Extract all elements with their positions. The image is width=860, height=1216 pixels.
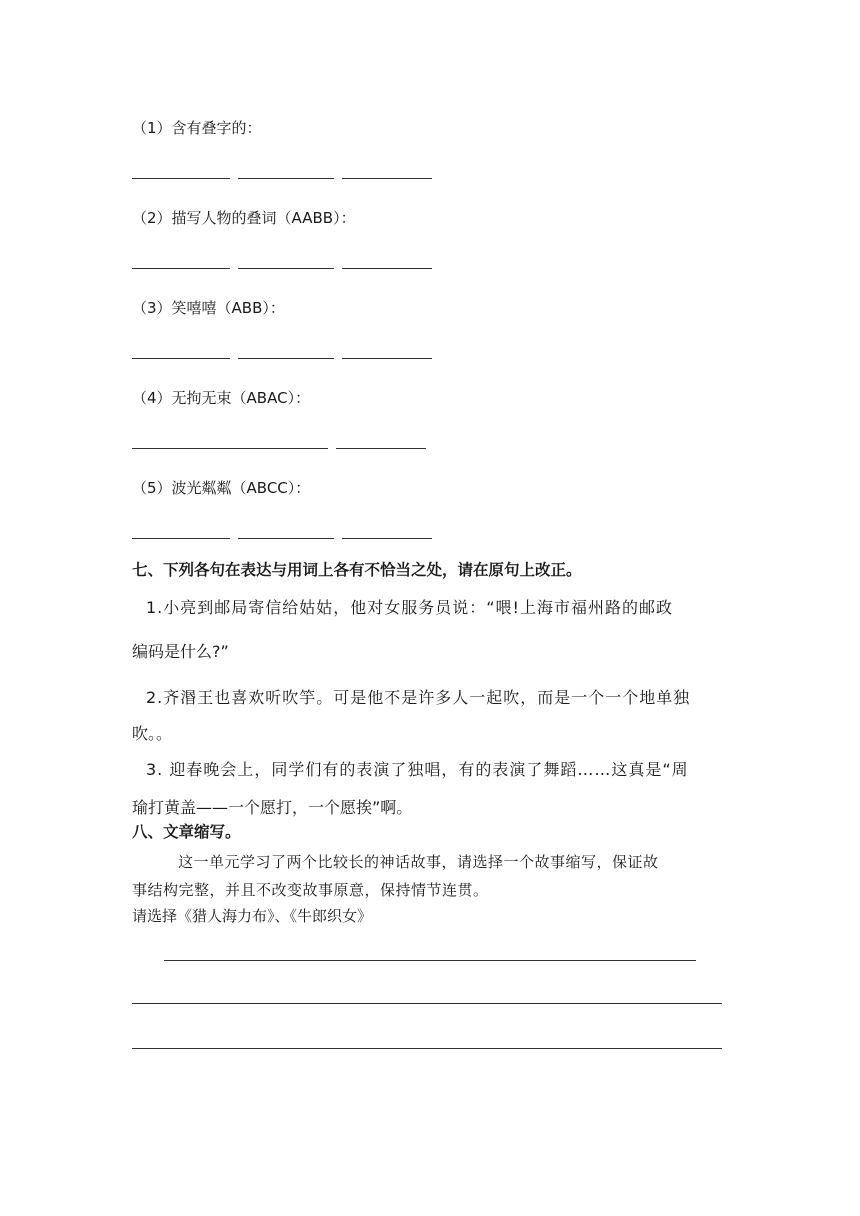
answer-blank[interactable] bbox=[132, 358, 230, 359]
answer-blank[interactable] bbox=[342, 178, 432, 179]
question-5-label: （5）波光粼粼（ABCC）： bbox=[132, 479, 311, 497]
writing-line[interactable] bbox=[132, 1048, 722, 1049]
sentence-1-line-2: 编码是什么?” bbox=[132, 642, 229, 661]
sentence-2-line-1: 2.齐湣王也喜欢听吹竽。可是他不是许多人一起吹，而是一个一个地单独 bbox=[146, 688, 691, 707]
writing-line[interactable] bbox=[132, 1003, 722, 1004]
answer-blank[interactable] bbox=[132, 178, 230, 179]
question-3-label: （3）笑嘻嘻（ABB）： bbox=[132, 299, 285, 317]
answer-blank[interactable] bbox=[238, 268, 334, 269]
answer-blank[interactable] bbox=[132, 268, 230, 269]
sentence-2-line-2: 吹。。 bbox=[132, 724, 173, 743]
sentence-3-line-2: 瑜打黄盖——一个愿打，一个愿挨”啊。 bbox=[132, 798, 413, 817]
answer-blank[interactable] bbox=[238, 358, 334, 359]
writing-line[interactable] bbox=[164, 960, 696, 961]
answer-blank[interactable] bbox=[238, 178, 334, 179]
sentence-3-line-1: 3. 迎春晚会上，同学们有的表演了独唱，有的表演了舞蹈……这真是“周 bbox=[146, 760, 689, 779]
question-2-label: （2）描写人物的叠词（AABB）： bbox=[132, 209, 356, 227]
story-choice: 请选择《猎人海力布》、《牛郎织女》 bbox=[132, 907, 373, 925]
sentence-1-line-1: 1.小亮到邮局寄信给姑姑，他对女服务员说：“喂!上海市福州路的邮政 bbox=[146, 598, 673, 617]
answer-blank[interactable] bbox=[342, 358, 432, 359]
instruction-line-1: 这一单元学习了两个比较长的神话故事，请选择一个故事缩写，保证故 bbox=[178, 853, 659, 871]
question-4-label: （4）无拘无束（ABAC）： bbox=[132, 389, 311, 407]
answer-blank[interactable] bbox=[238, 538, 334, 539]
answer-blank[interactable] bbox=[132, 448, 328, 449]
section-8-heading: 八、文章缩写。 bbox=[132, 823, 241, 841]
question-1-label: （1）含有叠字的： bbox=[132, 119, 262, 137]
section-7-heading: 七、下列各句在表达与用词上各有不恰当之处，请在原句上改正。 bbox=[132, 561, 582, 579]
answer-blank[interactable] bbox=[342, 268, 432, 269]
answer-blank[interactable] bbox=[342, 538, 432, 539]
answer-blank[interactable] bbox=[336, 448, 426, 449]
answer-blank[interactable] bbox=[132, 538, 230, 539]
instruction-line-2: 事结构完整，并且不改变故事原意，保持情节连贯。 bbox=[132, 881, 489, 899]
